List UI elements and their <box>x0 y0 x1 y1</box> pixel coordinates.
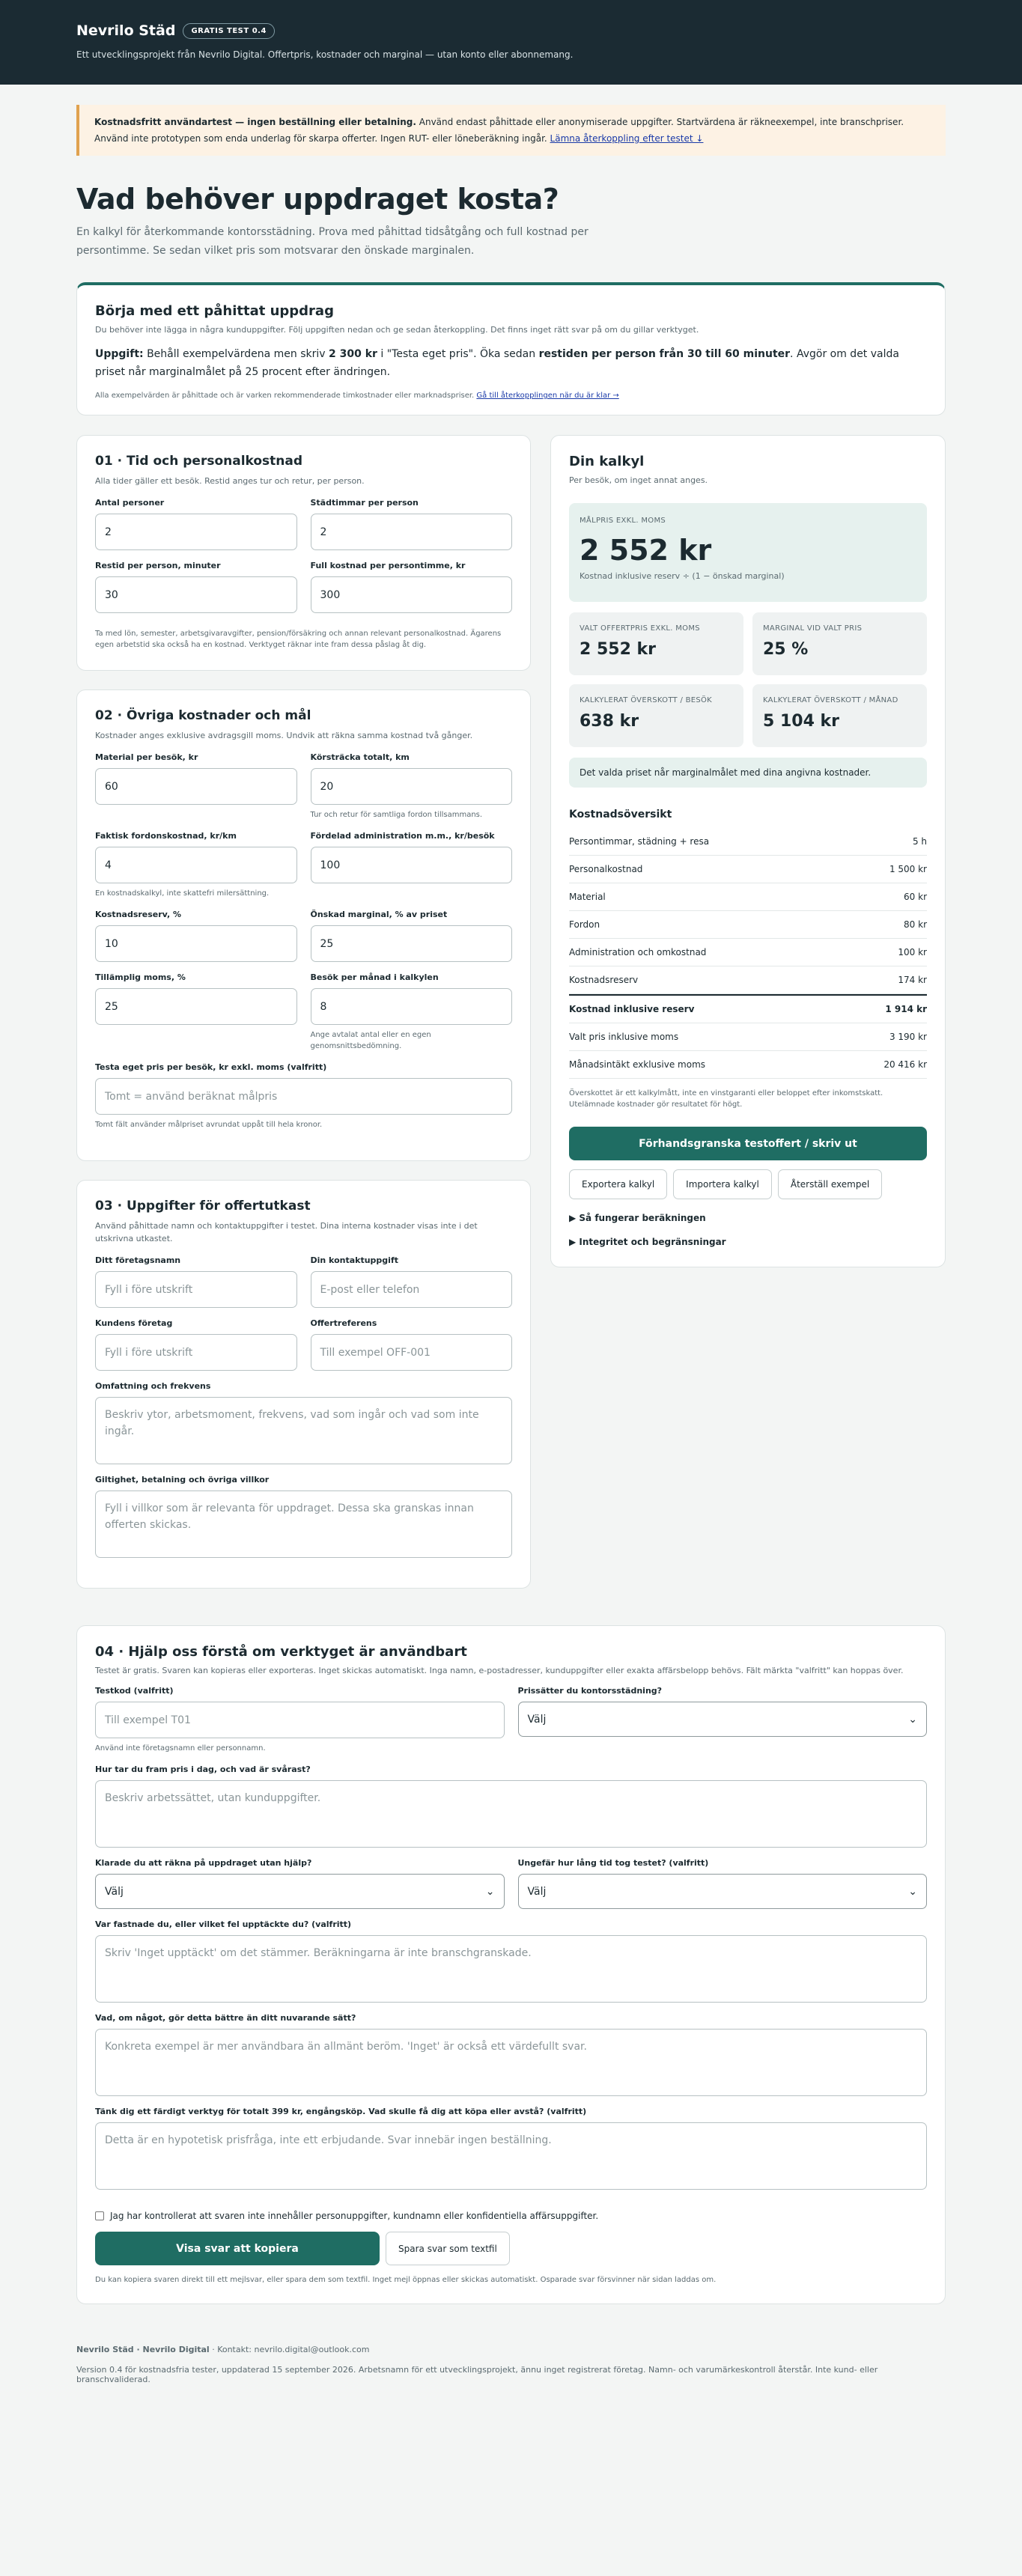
section-time <box>76 435 531 671</box>
section-sub: Använd påhittade namn och kontaktuppgifter i testet. Dina interna kostnader visas inte i det utskrivna utkastet. <box>95 1221 478 1243</box>
import-button[interactable]: Importera kalkyl <box>673 1169 772 1199</box>
overview-row <box>569 1051 927 1079</box>
hourly-cost-input[interactable]: 300 <box>311 576 513 613</box>
export-button[interactable]: Exportera kalkyl <box>569 1169 667 1199</box>
field-label: Fördelad administration m.m., kr/besök <box>310 831 495 841</box>
field-label: Vad, om något, gör detta bättre än ditt nuvarande sätt? <box>95 2013 356 2023</box>
margin-status: Det valda priset når marginalmålet med dina angivna kostnader. <box>569 758 927 788</box>
field-label: Ditt företagsnamn <box>95 1255 181 1265</box>
row-label: Persontimmar, städning + resa <box>569 836 710 847</box>
test-duration-select[interactable] <box>518 1874 928 1909</box>
stat-value: 25 % <box>763 640 809 659</box>
contact-input[interactable]: E-post eller telefon <box>311 1271 513 1308</box>
overview-row <box>569 883 927 911</box>
select-value: Välj <box>105 1885 124 1898</box>
section-sub: Kostnader anges exklusive avdragsgill moms. Undvik att räkna samma kostnad två gånger. <box>95 731 473 740</box>
task-part: Behåll exempelvärdena men skriv <box>143 348 329 360</box>
overview-row <box>569 1023 927 1051</box>
row-label: Fordon <box>569 919 600 930</box>
section-feedback <box>76 1625 946 2304</box>
target-price-value: 2 552 kr <box>580 534 712 567</box>
row-value: 1 500 kr <box>889 864 927 874</box>
warning-text: Använd endast påhittade eller anonymiserade uppgifter. Startvärdena är räkneexempel, inte branschpriser. Använd inte prototypen som enda underlag för skarpa offerter. Ingen RUT- eller löneberäkning ingår. <box>94 117 904 144</box>
clean-hours-input[interactable]: 2 <box>311 514 513 550</box>
field-label: Faktisk fordonskostnad, kr/km <box>95 831 237 841</box>
section-sub: Alla tider gäller ett besök. Restid anges tur och retur, per person. <box>95 476 365 486</box>
field-label: Omfattning och frekvens <box>95 1381 211 1391</box>
note-text: Alla exempelvärden är påhittade och är varken rekommenderade timkostnader eller marknadspriser. <box>95 392 477 400</box>
privacy-check[interactable] <box>95 2211 927 2221</box>
overview-total-row <box>569 994 927 1023</box>
section-costs <box>76 689 531 1161</box>
warning-banner <box>76 105 946 156</box>
stat-caption: KALKYLERAT ÖVERSKOTT / MÅNAD <box>763 696 898 704</box>
overview-note: Överskottet är ett kalkylmått, inte en vinstgaranti eller beloppet efter inkomstskatt. Utelämnade kostnader gör resultatet för högt. <box>569 1089 883 1109</box>
preview-quote-button[interactable]: Förhandsgranska testoffert / skriv ut <box>569 1127 927 1160</box>
stat-tile <box>752 612 927 675</box>
row-value: 1 914 kr <box>885 1004 927 1014</box>
price-question-textarea[interactable]: Detta är en hypotetisk prisfråga, inte ett erbjudande. Svar innebär ingen beställning. <box>95 2122 927 2190</box>
page-title: Vad behöver uppdraget kosta? <box>76 183 559 216</box>
warning-strong: Kostnadsfritt användartest — ingen beställning eller betalning. <box>94 117 416 127</box>
result-panel <box>550 435 946 1267</box>
distance-input[interactable]: 20 <box>311 768 513 805</box>
checkbox-label: Jag har kontrollerat att svaren inte innehåller personuppgifter, kundnamn eller konfidentiella affärsuppgifter. <box>110 2211 599 2221</box>
field-label: Giltighet, betalning och övriga villkor <box>95 1475 270 1485</box>
field-label: Restid per person, minuter <box>95 561 221 570</box>
checkbox[interactable] <box>95 2211 104 2220</box>
scope-textarea[interactable]: Beskriv ytor, arbetsmoment, frekvens, vad som ingår och vad som inte ingår. <box>95 1397 512 1464</box>
row-value: 174 kr <box>898 975 927 985</box>
stat-tile <box>569 684 743 747</box>
row-value: 60 kr <box>904 892 927 902</box>
section-title: 04 · Hjälp oss förstå om verktyget är användbart <box>95 1644 467 1660</box>
row-label: Månadsintäkt exklusive moms <box>569 1059 706 1070</box>
section-hint: Ta med lön, semester, arbetsgivaravgifter, pension/försäkring och annan relevant personalkostnad. Ägarens egen arbetstid ska också ha en kostnad. Verktyget räknar inte fram dessa påslag åt dig. <box>95 630 502 649</box>
row-label: Material <box>569 892 606 902</box>
section-title: 03 · Uppgifter för offertutkast <box>95 1199 311 1214</box>
header-subtitle: Ett utvecklingsprojekt från Nevrilo Digital. Offertpris, kostnader och marginal — utan konto eller abonnemang. <box>76 49 574 60</box>
visits-input[interactable]: 8 <box>311 988 513 1025</box>
section-sub: Testet är gratis. Svaren kan kopieras eller exporteras. Inget skickas automatiskt. Inga namn, e-postadresser, kunduppgifter eller exakta affärsbelopp behövs. Fält märkta "valfritt" kan hoppas över. <box>95 1666 904 1675</box>
field-hint: En kostnadskalkyl, inte skattefri milersättning. <box>95 889 270 898</box>
overview-row <box>569 856 927 883</box>
field-label: Antal personer <box>95 498 165 508</box>
footer-version: Version 0.4 för kostnadsfria tester, uppdaterad 15 september 2026. Arbetsnamn för ett utvecklingsprojekt, ännu inget registrerat företag. Namn- och varumärkeskontroll återstår. Inte kund- eller branschvaliderad. <box>76 2365 878 2384</box>
vehicle-cost-input[interactable]: 4 <box>95 847 297 883</box>
admin-input[interactable]: 100 <box>311 847 513 883</box>
overview-title: Kostnadsöversikt <box>569 809 672 820</box>
field-label: Material per besök, kr <box>95 752 198 762</box>
field-label: Testa eget pris per besök, kr exkl. moms (valfritt) <box>95 1062 327 1072</box>
feedback-note: Du kan kopiera svaren direkt till ett mejlsvar, eller spara dem som textfil. Inget mejl öppnas eller skickas automatiskt. Osparade svar försvinner när sidan laddas om. <box>95 2276 717 2284</box>
current-method-textarea[interactable]: Beskriv arbetssättet, utan kunduppgifter. <box>95 1780 927 1848</box>
row-value: 20 416 kr <box>883 1059 927 1070</box>
intro-sub: Du behöver inte lägga in några kunduppgifter. Följ uppgiften nedan och ge sedan återkoppling. Det finns inget rätt svar på om du gillar verktyget. <box>95 325 699 335</box>
result-sub: Per besök, om inget annat anges. <box>569 475 708 485</box>
task-text <box>95 345 927 381</box>
company-name-input[interactable]: Fyll i före utskrift <box>95 1271 297 1308</box>
field-label: Hur tar du fram pris i dag, och vad är svårast? <box>95 1764 311 1774</box>
field-hint: Tomt fält använder målpriset avrundat uppåt till hela kronor. <box>95 1121 323 1129</box>
row-label: Kostnad inklusive reserv <box>569 1004 695 1014</box>
row-value: 100 kr <box>898 947 927 957</box>
quote-reference-input[interactable]: Till exempel OFF-001 <box>311 1334 513 1371</box>
material-input[interactable]: 60 <box>95 768 297 805</box>
row-value: 3 190 kr <box>889 1032 927 1042</box>
reserve-input[interactable]: 10 <box>95 925 297 962</box>
stat-caption: MARGINAL VID VALT PRIS <box>763 624 863 633</box>
field-hint: Använd inte företagsnamn eller personnamn. <box>95 1744 266 1753</box>
intro-title: Börja med ett påhittat uppdrag <box>95 303 334 319</box>
target-price-box <box>569 503 927 602</box>
row-label: Kostnadsreserv <box>569 975 639 985</box>
field-label: Önskad marginal, % av priset <box>310 910 448 919</box>
how-it-works-toggle[interactable]: ▶ Så fungerar beräkningen <box>569 1213 706 1223</box>
improvements-textarea[interactable]: Konkreta exempel är mer användbara än allmänt beröm. 'Inget' är också ett värdefullt svar. <box>95 2029 927 2096</box>
travel-minutes-input[interactable]: 30 <box>95 576 297 613</box>
target-price-caption: MÅLPRIS EXKL. MOMS <box>580 517 666 525</box>
field-label: Full kostnad per persontimme, kr <box>310 561 466 570</box>
terms-textarea[interactable]: Fyll i villkor som är relevanta för uppdraget. Dessa ska granskas innan offerten skickas. <box>95 1491 512 1558</box>
field-label: Klarade du att räkna på uppdraget utan hjälp? <box>95 1858 312 1868</box>
field-label: Ungefär hur lång tid tog testet? (valfritt) <box>517 1858 709 1868</box>
field-label: Tillämplig moms, % <box>95 972 186 982</box>
prices-cleaning-select[interactable] <box>518 1702 928 1737</box>
overview-row <box>569 966 927 994</box>
cost-overview <box>569 809 927 1110</box>
target-price-note: Kostnad inklusive reserv ÷ (1 − önskad marginal) <box>580 571 785 581</box>
field-label: Besök per månad i kalkylen <box>310 972 439 982</box>
footer-brand: Nevrilo Städ · Nevrilo Digital <box>76 2345 210 2354</box>
field-label: Var fastnade du, eller vilket fel upptäckte du? (valfritt) <box>95 1919 352 1929</box>
feedback-link[interactable]: Lämna återkoppling efter testet ↓ <box>550 133 704 144</box>
task-bold: restiden per person från 30 till 60 minuter <box>538 348 791 360</box>
task-label: Uppgift: <box>95 348 144 360</box>
intro-note <box>95 392 927 400</box>
field-label: Städtimmar per person <box>310 498 419 508</box>
reset-button[interactable]: Återställ exempel <box>778 1169 882 1199</box>
chevron-down-icon: ⌄ <box>485 1885 495 1898</box>
select-value: Välj <box>527 1885 547 1898</box>
field-label: Tänk dig ett färdigt verktyg för totalt 399 kr, engångsköp. Vad skulle få dig att köpa eller avstå? (valfritt) <box>95 2107 587 2116</box>
persons-input[interactable]: 2 <box>95 514 297 550</box>
field-label: Din kontaktuppgift <box>310 1255 398 1265</box>
row-label: Valt pris inklusive moms <box>569 1032 679 1042</box>
problems-textarea[interactable]: Skriv 'Inget upptäckt' om det stämmer. Beräkningarna är inte branschgranskade. <box>95 1935 927 2003</box>
field-label: Testkod (valfritt) <box>95 1686 174 1696</box>
stat-value: 5 104 kr <box>763 712 840 731</box>
page-lead: En kalkyl för återkommande kontorsstädning. Prova med påhittad tidsåtgång och full kostnad per persontimme. Se sedan vilket pris som motsvarar den önskade marginalen. <box>76 226 588 257</box>
field-label: Körsträcka totalt, km <box>310 752 410 762</box>
overview-row <box>569 828 927 856</box>
stat-tile <box>569 612 743 675</box>
custom-price-input[interactable]: Tomt = använd beräknat målpris <box>95 1078 512 1115</box>
field-label: Kundens företag <box>95 1318 173 1328</box>
stat-tile <box>752 684 927 747</box>
stat-value: 638 kr <box>580 712 639 731</box>
save-answers-button[interactable]: Spara svar som textfil <box>386 2232 510 2265</box>
field-hint: Ange avtalat antal eller en egen genomsnittsbedömning. <box>310 1031 431 1050</box>
row-value: 80 kr <box>904 919 927 930</box>
chevron-down-icon: ⌄ <box>908 1885 917 1898</box>
result-title: Din kalkyl <box>569 454 645 469</box>
section-quote-details <box>76 1180 531 1589</box>
row-label: Administration och omkostnad <box>569 947 707 957</box>
task-bold: 2 300 kr <box>328 348 377 360</box>
feedback-jump-link[interactable]: Gå till återkopplingen när du är klar → <box>476 392 619 400</box>
overview-row <box>569 911 927 939</box>
task-part: i "Testa eget pris". Öka sedan <box>377 348 539 360</box>
intro-card <box>76 282 946 415</box>
field-label: Offertreferens <box>310 1318 377 1328</box>
task-part: . Avgör om det valda priset når marginalmålet på 25 procent efter ändringen. <box>95 348 899 378</box>
stat-caption: KALKYLERAT ÖVERSKOTT / BESÖK <box>580 696 713 704</box>
vat-input[interactable]: 25 <box>95 988 297 1025</box>
stat-caption: VALT OFFERTPRIS EXKL. MOMS <box>580 624 700 633</box>
test-badge: GRATIS TEST 0.4 <box>183 23 274 39</box>
chevron-down-icon: ⌄ <box>908 1713 917 1726</box>
show-answers-button[interactable]: Visa svar att kopiera <box>95 2232 380 2265</box>
field-hint: Tur och retur för samtliga fordon tillsammans. <box>310 811 483 819</box>
row-value: 5 h <box>912 836 927 847</box>
section-title: 01 · Tid och personalkostnad <box>95 454 303 469</box>
brand-name: Nevrilo Städ <box>76 22 176 39</box>
margin-input[interactable]: 25 <box>311 925 513 962</box>
section-title: 02 · Övriga kostnader och mål <box>95 708 311 723</box>
privacy-toggle[interactable]: ▶ Integritet och begränsningar <box>569 1237 726 1247</box>
footer-contact: · Kontakt: nevrilo.digital@outlook.com <box>209 2345 370 2354</box>
managed-alone-select[interactable] <box>95 1874 505 1909</box>
customer-company-input[interactable]: Fyll i före utskrift <box>95 1334 297 1371</box>
footer <box>76 2345 946 2440</box>
field-label: Prissätter du kontorsstädning? <box>517 1686 663 1696</box>
stat-value: 2 552 kr <box>580 640 657 659</box>
field-label: Kostnadsreserv, % <box>95 910 181 919</box>
select-value: Välj <box>527 1713 547 1726</box>
row-label: Personalkostnad <box>569 864 643 874</box>
overview-row <box>569 939 927 966</box>
test-code-input[interactable]: Till exempel T01 <box>95 1702 505 1738</box>
top-bar <box>0 0 1022 85</box>
